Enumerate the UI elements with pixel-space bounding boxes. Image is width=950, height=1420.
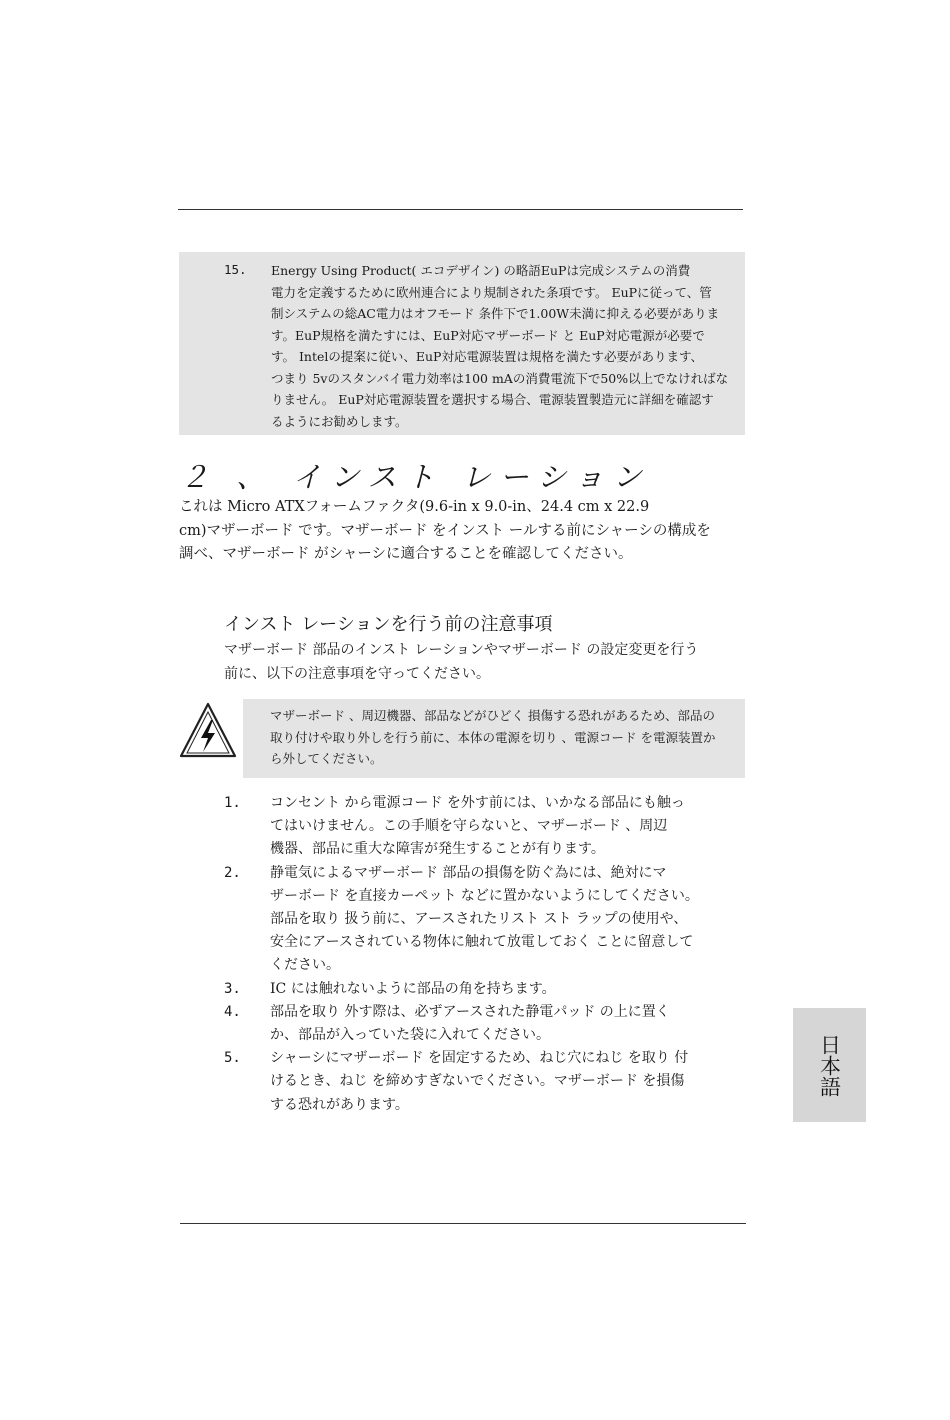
note-line: Energy Using Product( エコデザイン) の略語EuPは完成システムの消費 (271, 263, 691, 278)
list-item-line: 静電気によるマザーボード 部品の損傷を防ぐ為には、絶対にマ (270, 864, 667, 881)
precautions-title: インスト レーションを行う前の注意事項 (224, 614, 553, 635)
section-title: ２ 、 インスト レーション (180, 460, 651, 494)
note-number: 15. (224, 262, 247, 277)
list-item-line: てはいけません。この手順を守らないと、マザーボード 、周辺 (270, 818, 668, 835)
note-line: す。 Intelの提案に従い、EuP対応電源装置は規格を満たす必要があります、 (271, 349, 703, 364)
bottom-rule (180, 1223, 746, 1224)
warning-line: ら外してください。 (270, 751, 383, 766)
list-item-line: コンセント から電源コード を外す前には、いかなる部品にも触っ (270, 795, 685, 811)
list-item (224, 1047, 749, 1117)
warning-line: マザーボード 、周辺機器、部品などがひどく 損傷する恐れがあるため、部品の (270, 708, 715, 723)
precautions-intro-line: 前に、以下の注意事項を守ってください。 (224, 666, 490, 682)
top-rule (178, 209, 743, 210)
note-line: りません。 EuP対応電源装置を選択する場合、電源装置製造元に詳細を確認す (271, 392, 714, 407)
warning-lightning-icon (177, 700, 239, 760)
language-tab (793, 1008, 866, 1122)
warning-text (270, 705, 715, 770)
precautions-intro-line: マザーボード 部品のインスト レーションやマザーボード の設定変更を行う (224, 642, 699, 658)
list-item-line: か、部品が入っていた袋に入れてください。 (270, 1027, 550, 1044)
list-item (224, 792, 749, 862)
note-line: るようにお勧めします。 (271, 413, 408, 429)
list-item-line: 機器、部品に重大な障害が発生することが有ります。 (270, 841, 605, 858)
intro-line: これは Micro ATXフォームファクタ(9.6-in x 9.0-in、24.4 cm x 22.9 (179, 499, 650, 515)
list-item-line: 部品を取り 外す際は、必ずアースされた静電パッド の上に置く (270, 1003, 670, 1020)
note-line: す。EuP規格を満たすには、EuP対応マザーボード と EuP対応電源が必要で (271, 327, 705, 343)
list-item-number: 4. (224, 1003, 241, 1020)
language-tab-label: 日本語 (817, 1033, 842, 1097)
list-item-line: する恐れがあります。 (270, 1096, 409, 1113)
list-item (224, 978, 749, 1001)
note-line: つまり 5vのスタンバイ電力効率は100 mAの消費電流下で50%以上でなければな (271, 370, 729, 386)
list-item-line: けるとき、ねじ を締めすぎないでください。マザーボード を損傷 (270, 1073, 685, 1090)
list-item (224, 862, 749, 978)
eup-note-text (271, 260, 741, 432)
intro-line: cm)マザーボード です。マザーボード をインスト ールする前にシャーシの構成を (179, 522, 711, 539)
list-item-line: IC には触れないように部品の角を持ちます。 (270, 980, 556, 997)
list-item-number: 2. (224, 864, 241, 881)
note-line: 電力を定義するために欧州連合により規制された条項です。 EuPに従って、管 (271, 284, 712, 300)
list-item-line: ザーボード を直接カーペット などに置かないようにしてください。 (270, 887, 699, 904)
list-item (224, 1001, 749, 1047)
list-item-line: 部品を取り 扱う前に、アースされたリスト スト ラップの使用や、 (270, 911, 688, 928)
warning-line: 取り付けや取り外しを行う前に、本体の電源を切り 、電源コード を電源装置か (270, 729, 716, 745)
intro-line: 調べ、マザーボード がシャーシに適合することを確認してください。 (179, 546, 633, 562)
precautions-intro (224, 638, 698, 686)
note-line: 制システムの総AC電力はオフモード 条件下で1.00W未満に抑える必要がありま (271, 306, 720, 321)
section-intro (179, 496, 749, 567)
list-item-number: 5. (224, 1050, 241, 1067)
precautions-list (224, 792, 749, 1117)
list-item-number: 1. (224, 795, 241, 811)
list-item-line: シャーシにマザーボード を固定するため、ねじ穴にねじ を取り 付 (270, 1050, 689, 1067)
list-item-line: 安全にアースされている物体に触れて放電しておく ことに留意して (270, 934, 694, 951)
list-item-line: ください。 (270, 957, 340, 974)
list-item-number: 3. (224, 980, 241, 997)
